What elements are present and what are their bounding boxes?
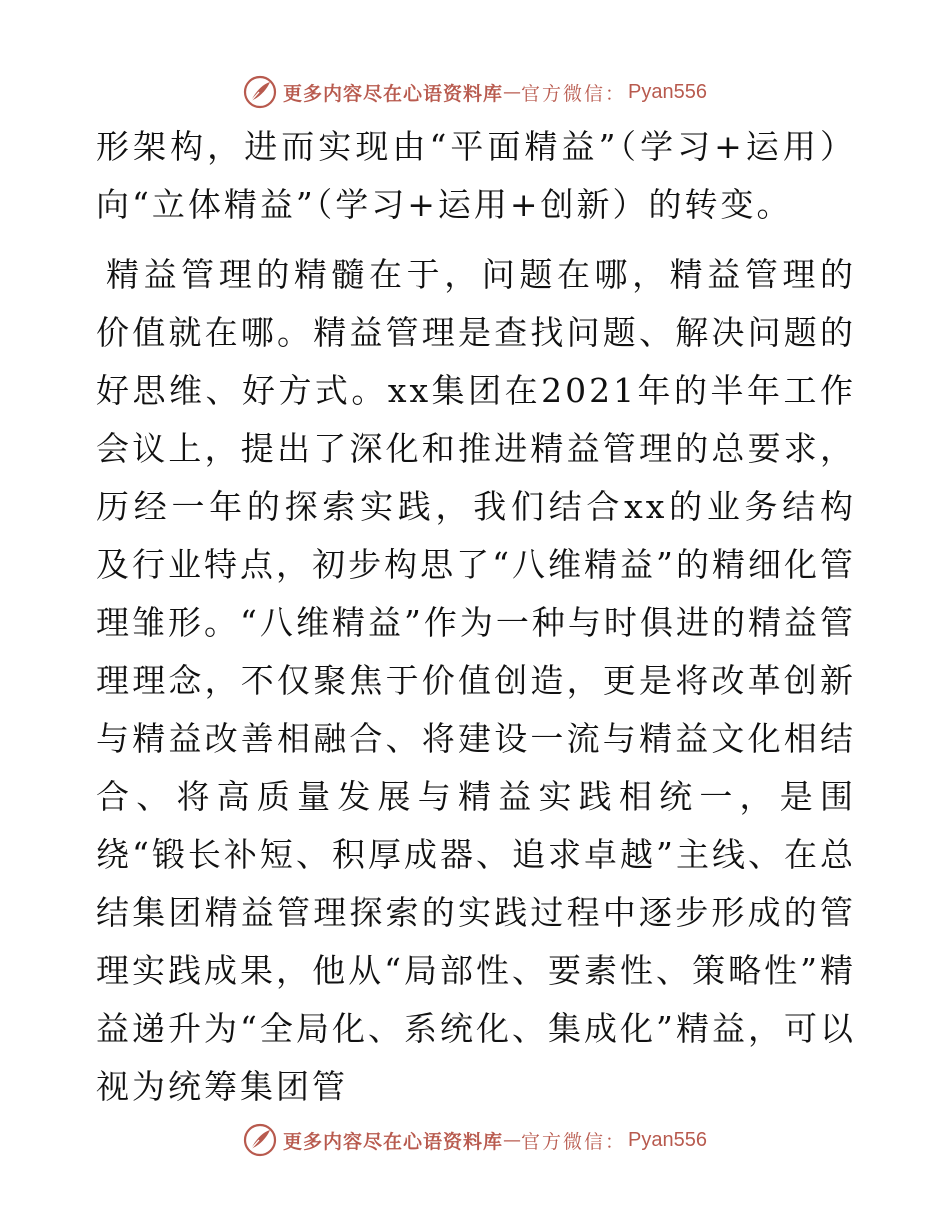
footer-banner [0, 1120, 950, 1160]
site-promo-text: 更多内容尽在心语资料库 [283, 82, 504, 105]
wechat-label: 官方微信： [521, 1130, 627, 1153]
feather-pen-logo-icon [243, 75, 277, 109]
paragraph: 形架构，进而实现由“平面精益”（学习+运用）向“立体精益”（学习+运用+创新）的转变。 [96, 127, 856, 224]
wechat-label: 官方微信： [521, 82, 627, 105]
banner-separator: — [503, 81, 522, 103]
site-promo-text: 更多内容尽在心语资料库 [283, 1130, 504, 1153]
wechat-id: Pyan556 [628, 1128, 707, 1151]
document-body [96, 118, 856, 1116]
header-banner [0, 72, 950, 112]
banner-separator: — [503, 1129, 522, 1151]
wechat-id: Pyan556 [628, 80, 707, 103]
feather-pen-logo-icon [243, 1123, 277, 1157]
paragraph: 精益管理的精髓在于，问题在哪，精益管理的价值就在哪。精益管理是查找问题、解决问题的好思维、好方式。xx集团在2021年的半年工作会议上，提出了深化和推进精益管理的总要求，历经一年的探索实践，我们结合xx的业务结构及行业特点，初步构思了“八维精益”的精细化管理雏形。“八维精益”作为一种与时俱进的精益管理理念，不仅聚焦于价值创造，更是将改革创新与精益改善相融合、将建设一流与精益文化相结合、将高质量发展与精益实践相统一，是围绕“锻长补短、积厚成器、追求卓越”主线、在总结集团精益管理探索的实践过程中逐步形成的管理实践成果，他从“局部性、要素性、策略性”精益递升为“全局化、系统化、集成化”精益，可以视为统筹集团管 [96, 255, 856, 1106]
